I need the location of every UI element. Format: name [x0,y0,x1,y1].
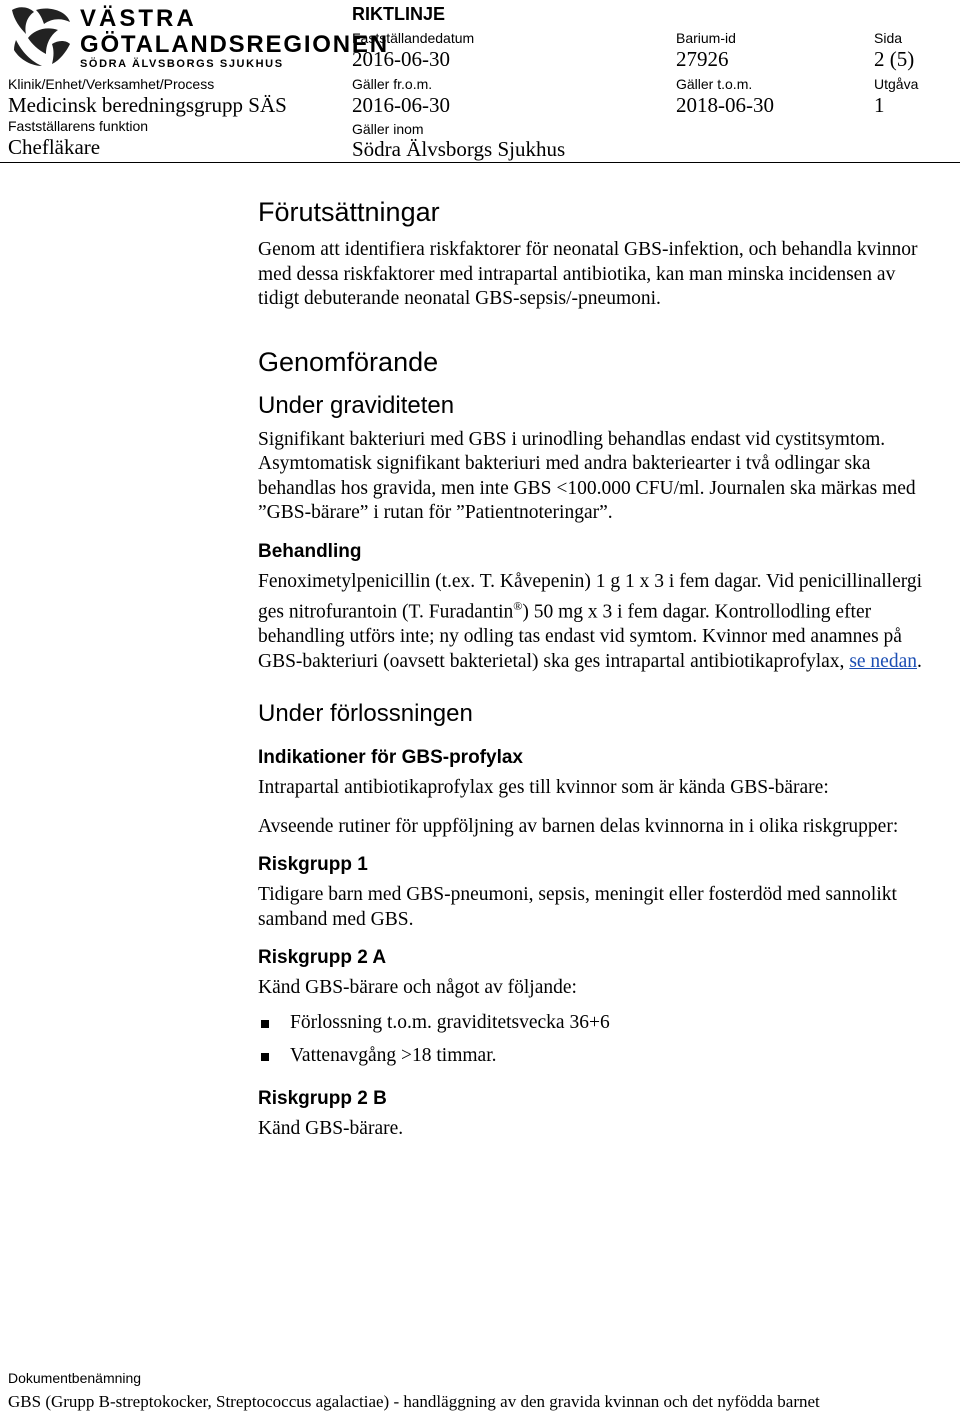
tom-label: Gäller t.o.m. [676,76,753,92]
logo-text-line1: VÄSTRA [80,5,197,32]
funktion-value: Chefläkare [8,135,101,159]
fastst-label: Fastställandedatum [352,30,475,46]
fastst-value: 2016-06-30 [352,47,450,71]
tom-value: 2018-06-30 [676,93,774,117]
klinik-label: Klinik/Enhet/Verksamhet/Process [8,76,215,92]
list-item [258,1044,938,1069]
heading-behandling: Behandling [258,540,362,562]
list-item-text: Vattenavgång >18 timmar. [290,1045,497,1066]
heading-indikationer: Indikationer för GBS-profylax [258,747,523,768]
behandling-text-b: ) 50 mg x 3 i fem dagar. Kontrollodling efter behandling utförs inte; ny odling tas endast vid symtom. Kvinnor med anamnes på GBS-bakteriuri (oavsett bakterietal) ska ges intrapartal antibiotikaprofylax, [258,601,902,672]
heading-forutsattningar: Förutsättningar [258,197,440,227]
footer-document-name: GBS (Grupp B-streptokocker, Streptococcus agalactiae) - handläggning av den gravida kvinnan och det nyfödda barnet [8,1392,820,1411]
paragraph-avseende: Avseende rutiner för uppföljning av barnen delas kvinnorna in i olika riskgrupper: [258,815,899,837]
logo-text-line3: SÖDRA ÄLVSBORGS SJUKHUS [80,58,284,70]
behandling-text-a: Fenoximetylpenicillin (t.ex. T. Kåvepenin) 1 g 1 x 3 i fem dagar. Vid penicillinallergi ges nitrofurantoin (T. Furadantin [258,570,923,623]
region-emblem-icon [8,4,74,70]
from-value: 2016-06-30 [352,93,450,117]
behandling-text-end: . [917,650,922,672]
heading-under-forlossningen: Under förlossningen [258,700,473,727]
utgava-label: Utgåva [874,76,919,92]
header-divider [0,162,960,163]
inom-label: Gäller inom [352,121,424,137]
footer [8,1370,820,1412]
document-body [258,196,938,1151]
heading-riskgrupp-2a: Riskgrupp 2 A [258,947,387,968]
riskgrupp-2a-list [258,1011,938,1069]
document-type: RIKTLINJE [352,4,446,24]
se-nedan-link[interactable]: se nedan [849,650,917,672]
paragraph-behandling [258,570,938,675]
region-logo [8,4,389,70]
logo-text-line2: GÖTALANDSREGIONEN [80,31,389,58]
from-label: Gäller fr.o.m. [352,76,433,92]
barium-label: Barium-id [676,30,736,46]
heading-genomforande: Genomförande [258,346,439,377]
list-item [258,1011,938,1036]
paragraph-forutsattningar: Genom att identifiera riskfaktorer för neonatal GBS-infektion, och behandla kvinnor med dessa riskfaktorer med intrapartal antibiotika, kan man minska incidensen av tidigt debuterande neonatal GBS-sepsis/-pneumoni. [258,239,918,309]
paragraph-riskgrupp-1: Tidigare barn med GBS-pneumoni, sepsis, meningit eller fosterdöd med sannolikt samband med GBS. [258,884,897,930]
heading-riskgrupp-1: Riskgrupp 1 [258,854,368,875]
square-bullet-icon [261,1053,269,1061]
paragraph-riskgrupp-2b: Känd GBS-bärare. [258,1117,404,1139]
utgava-value: 1 [874,93,885,117]
heading-under-graviditeten: Under graviditeten [258,391,455,419]
sida-value: 2 (5) [874,47,915,71]
square-bullet-icon [261,1020,269,1028]
barium-value: 27926 [676,47,729,71]
paragraph-riskgrupp-2a: Känd GBS-bärare och något av följande: [258,977,577,998]
inom-value: Södra Älvsborgs Sjukhus [352,137,566,161]
heading-riskgrupp-2b: Riskgrupp 2 B [258,1087,387,1109]
registered-mark: ® [513,599,523,613]
sida-label: Sida [874,30,903,46]
list-item-text: Förlossning t.o.m. graviditetsvecka 36+6 [290,1011,610,1033]
footer-label: Dokumentbenämning [8,1370,142,1386]
klinik-value: Medicinsk beredningsgrupp SÄS [8,93,287,117]
paragraph-graviditeten: Signifikant bakteriuri med GBS i urinodling behandlas endast vid cystitsymtom. Asymtomatisk signifikant bakteriuri med andra bakteriearter i två odlingar ska behandlas hos gravida, men inte GBS <100.000 CFU/ml. Journalen ska märkas med ”GBS-bärare” i rutan för ”Patientnoteringar”. [258,428,916,523]
funktion-label: Fastställarens funktion [8,118,149,134]
paragraph-indikationer: Intrapartal antibiotikaprofylax ges till kvinnor som är kända GBS-bärare: [258,777,829,798]
